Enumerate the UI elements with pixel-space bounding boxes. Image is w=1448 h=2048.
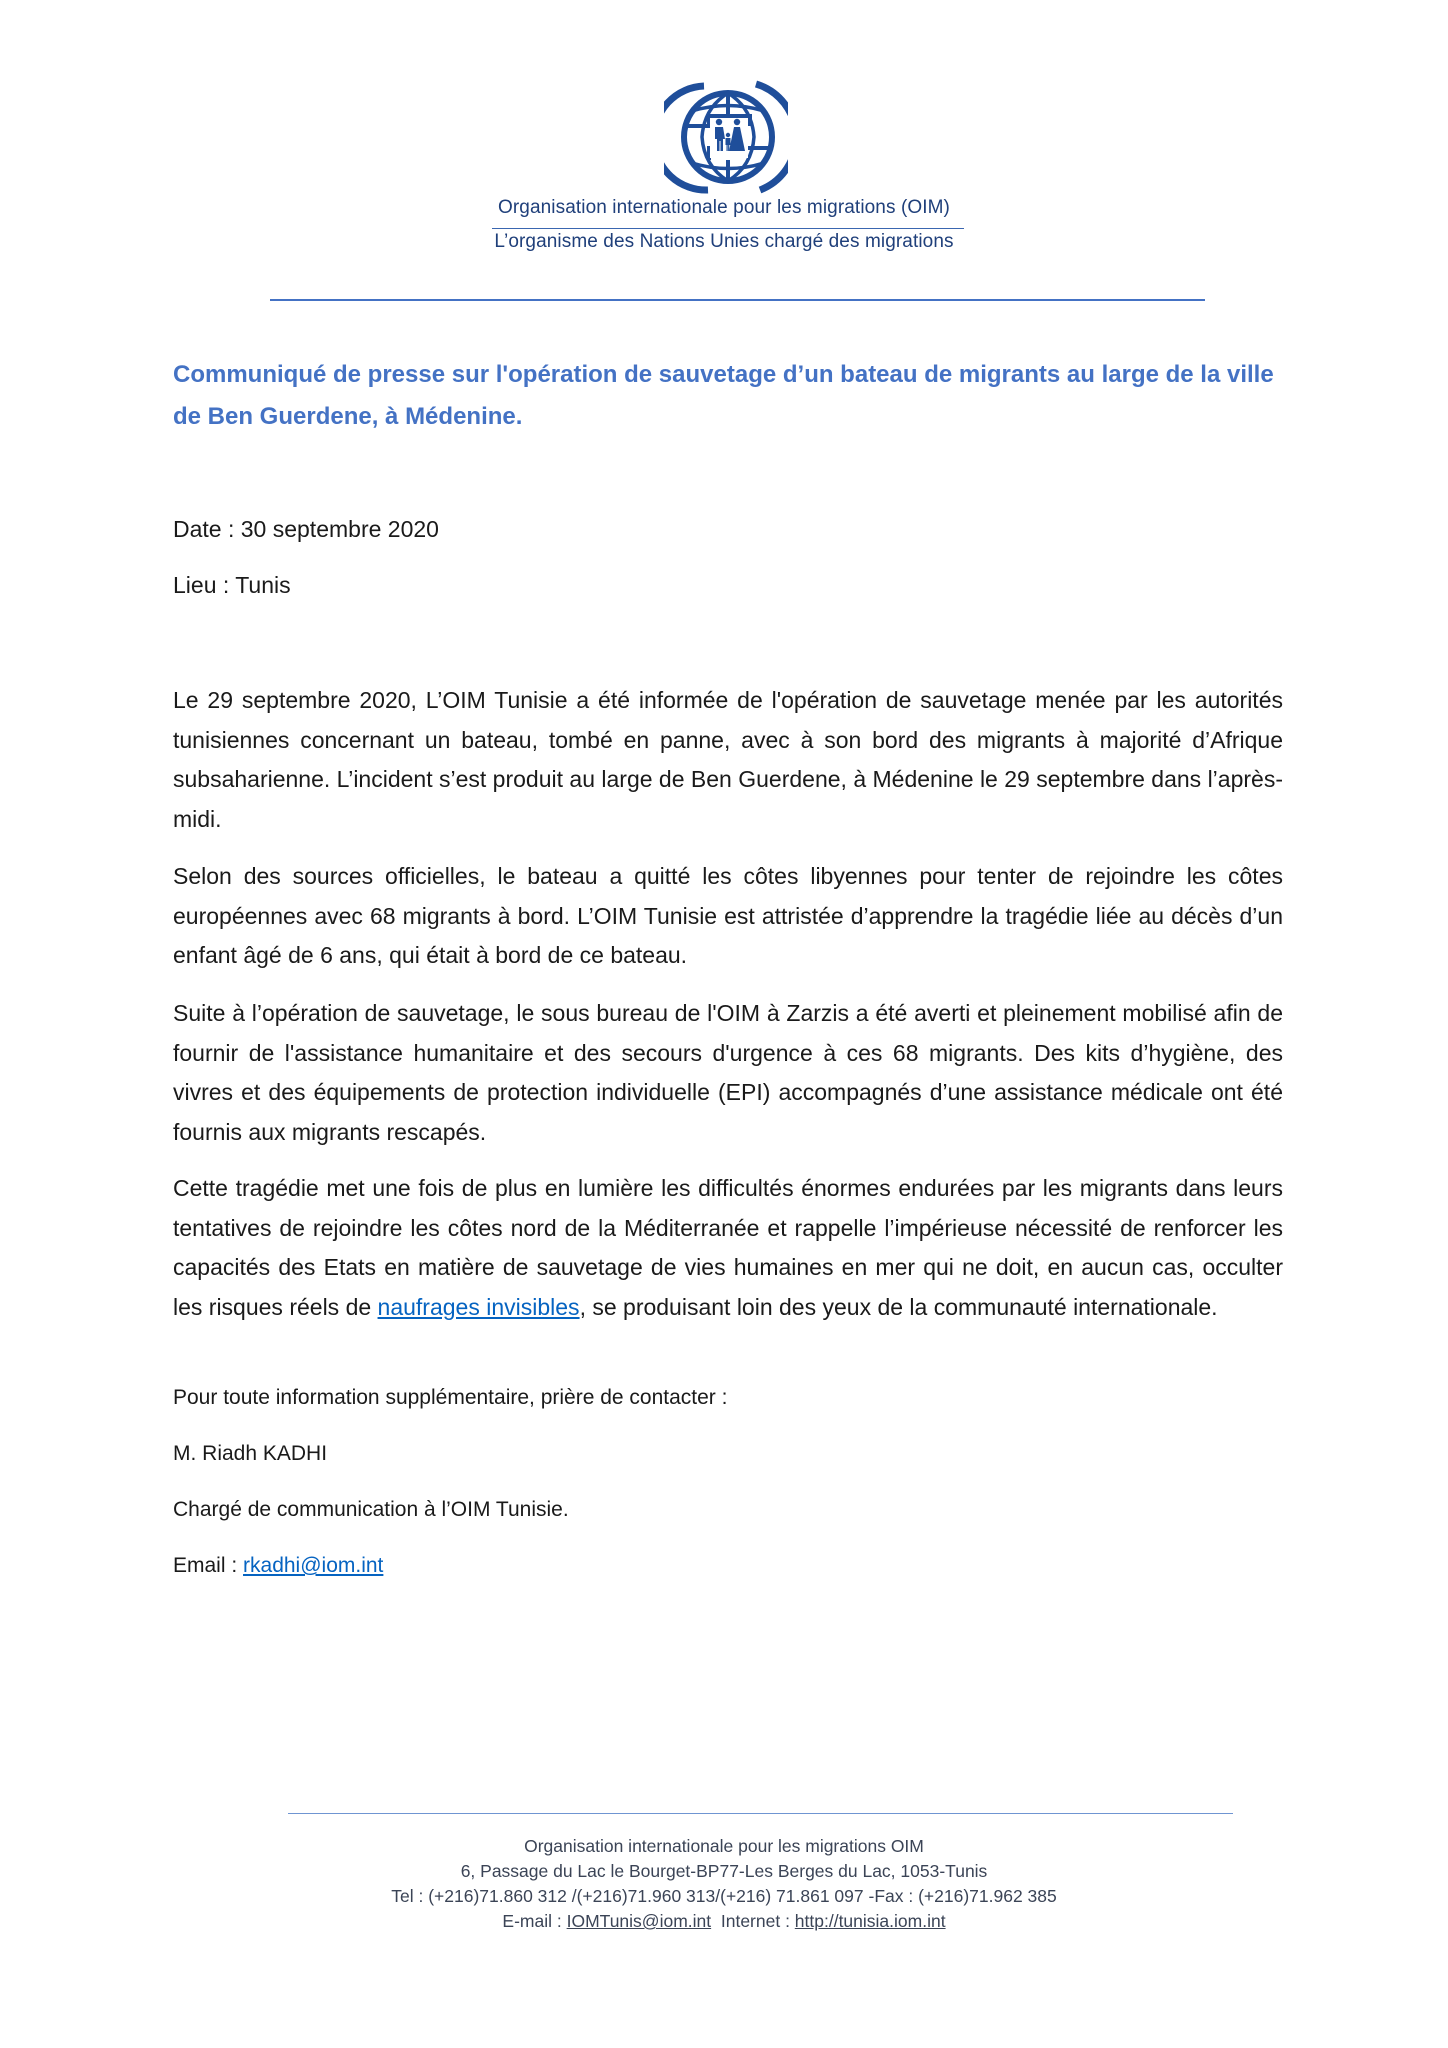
- footer-org-name: Organisation internationale pour les migrations OIM: [524, 1836, 924, 1856]
- footer-phone-fax: Tel : (+216)71.860 312 /(+216)71.960 313/(+216) 71.861 097 -Fax : (+216)71.962 385: [391, 1886, 1057, 1906]
- footer-divider: [288, 1813, 1233, 1814]
- naufrages-invisibles-link[interactable]: naufrages invisibles: [377, 1293, 580, 1320]
- footer-contact-links: [0, 1909, 1448, 1934]
- footer-email-label: E-mail :: [502, 1911, 567, 1931]
- paragraph-1-text: Le 29 septembre 2020, L’OIM Tunisie a été informée de l'opération de sauvetage menée par les autorités tunisiennes concernant un bateau, tombé en panne, avec à son bord des migrants à majorité d’Afrique subsaharienne. L’incident s’est produit au large de Ben Guerdene, à Médenine le 29 septembre dans l’après-midi.: [173, 687, 1283, 832]
- paragraph-2: [173, 857, 1283, 976]
- footer-email-link[interactable]: IOMTunis@iom.int: [566, 1911, 712, 1931]
- press-release-title: Communiqué de presse sur l'opération de sauvetage d’un bateau de migrants au large de la ville de Ben Guerdene, à Médenine.: [173, 361, 1274, 430]
- footer-address: 6, Passage du Lac le Bourget-BP77-Les Berges du Lac, 1053-Tunis: [460, 1861, 988, 1881]
- iom-logo: [664, 78, 788, 196]
- paragraph-4-before-link: Cette tragédie met une fois de plus en lumière les difficultés énormes endurées par les migrants dans leurs tentatives de rejoindre les côtes nord de la Méditerranée et rappelle l’impérieuse nécessité de renforcer les capacités des Etats en matière de sauvetage de vies humaines en mer qui ne doit, en aucun cas, occulter les risques réels de: [173, 1175, 1283, 1320]
- footer-website-link[interactable]: http://tunisia.iom.int: [794, 1911, 946, 1931]
- paragraph-4-after-link: , se produisant loin des yeux de la communauté internationale.: [579, 1293, 1218, 1320]
- header-divider: [270, 299, 1205, 301]
- footer-internet-label: Internet :: [720, 1911, 795, 1931]
- contact-name: M. Riadh KADHI: [173, 1442, 328, 1465]
- paragraph-4: [173, 1169, 1283, 1327]
- org-name-line1: Organisation internationale pour les migrations (OIM): [497, 197, 950, 218]
- contact-intro: Pour toute information supplémentaire, prière de contacter :: [173, 1386, 728, 1409]
- contact-email-line: [173, 1554, 383, 1578]
- paragraph-4-text: [173, 1169, 1283, 1327]
- footer: [0, 1834, 1448, 1934]
- paragraph-3-text: Suite à l’opération de sauvetage, le sous bureau de l'OIM à Zarzis a été averti et pleinement mobilisé afin de fournir de l'assistance humanitaire et des secours d'urgence à ces 68 migrants. Des kits d’hygiène, des vivres et des équipements de protection individuelle (EPI) accompagnés d’une assistance médicale ont été fournis aux migrants rescapés.: [173, 1000, 1283, 1145]
- contact-email-link[interactable]: rkadhi@iom.int: [243, 1554, 384, 1577]
- paragraph-2-text: Selon des sources officielles, le bateau a quitté les côtes libyennes pour tenter de rejoindre les côtes européennes avec 68 migrants à bord. L’OIM Tunisie est attristée d’apprendre la tragédie liée au décès d’un enfant âgé de 6 ans, qui était à bord de ce bateau.: [173, 863, 1283, 968]
- contact-role: Chargé de communication à l’OIM Tunisie.: [173, 1498, 569, 1521]
- paragraph-1: [173, 681, 1283, 839]
- date-line: Date : 30 septembre 2020: [173, 516, 439, 542]
- org-name-separator: [492, 228, 964, 229]
- iom-globe-family-icon: [664, 78, 788, 196]
- org-name-line2: L’organisme des Nations Unies chargé des migrations: [494, 231, 954, 252]
- contact-email-label: Email :: [173, 1554, 244, 1577]
- paragraph-3: [173, 994, 1283, 1152]
- place-line: Lieu : Tunis: [173, 572, 291, 598]
